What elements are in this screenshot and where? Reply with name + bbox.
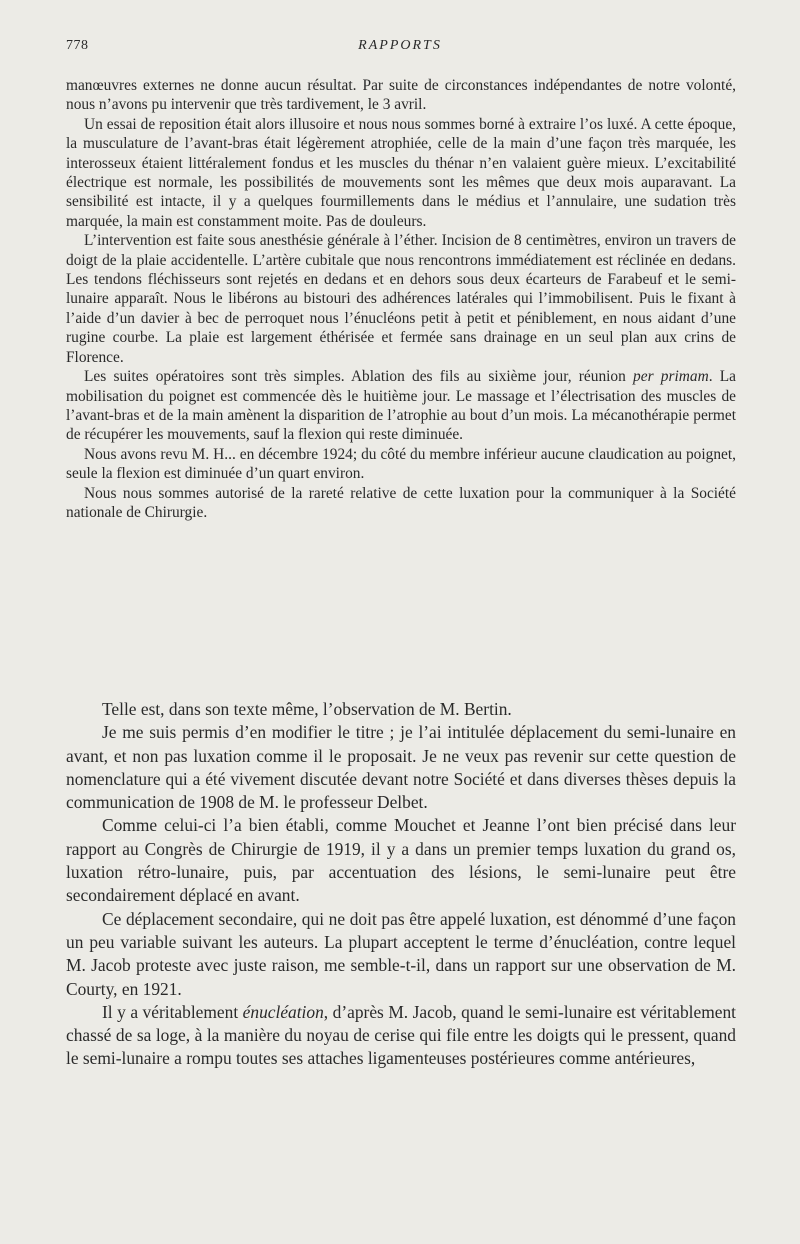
page-number: 778 [66, 38, 89, 53]
observation-paragraph-2: Un essai de reposition était alors illusoire et nous nous sommes borné à extraire l’os luxé. A cette époque, la musculature de l’avant-bras était légèrement atrophiée, celle de la main d’une façon très marquée, les interosseux étaient littéralement fondus et les muscles du thénar n’en valaient guère mieux. L’excitabilité électrique est normale, les possibilités de mouvements sont les mêmes que deux mois auparavant. La sensibilité est intacte, il y a quelques fourmillements dans le médius et l’annulaire, une sudation très marquée, la main est constamment moite. Pas de douleurs. [66, 115, 736, 230]
commentary-paragraph-5 [66, 1001, 736, 1071]
page-header [66, 38, 734, 58]
observation-paragraph-3: L’intervention est faite sous anesthésie générale à l’éther. Incision de 8 centimètres, environ un travers de doigt de la plaie accidentelle. L’artère cubitale que nous rencontrons immédiatement est réclinée en dedans. Les tendons fléchisseurs sont rejetés en dedans et en dehors sous deux écarteurs de Farabeuf et le semi-lunaire apparaît. Nous le libérons au bistouri des adhérences latérales qui l’immobilisent. Puis le fixant à l’aide d’un davier à bec de perroquet nous l’énucléons petit à petit et péniblement, en nous aidant d’une rugine courbe. La plaie est largement éthérisée et fermée sans drainage en un seul plan aux crins de Florence. [66, 232, 736, 366]
observation-paragraph-1: manœuvres externes ne donne aucun résultat. Par suite de circonstances indépendantes de notre volonté, nous n’avons pu intervenir que très tardivement, le 3 avril. [66, 77, 736, 114]
observation-text-block [66, 76, 736, 522]
commentary-text-block [66, 698, 736, 1071]
observation-paragraph-4-text-b: . La mobilisation du poignet est commencée dès le huitième jour. Le massage et l’électrisation des muscles de l’avant-bras et de la main amènent la disparition de l’atrophie au bout d’un mois. La mécanothérapie permet de récupérer les mouvements, sauf la flexion qui reste diminuée. [66, 368, 736, 444]
italic-term: énucléation [242, 1001, 324, 1022]
observation-paragraph-4-text-a: Les suites opératoires sont très simples. Ablation des fils au sixième jour, réunion [84, 368, 634, 386]
commentary-paragraph-4: Ce déplacement secondaire, qui ne doit pas être appelé luxation, est dénommé d’une façon un peu variable suivant les auteurs. La plupart acceptent le terme d’énucléation, contre lequel M. Jacob proteste avec juste raison, me semble-t-il, dans un rapport sur une observation de M. Courty, en 1921. [66, 908, 736, 999]
latin-phrase: per primam [633, 368, 709, 386]
commentary-paragraph-5-text-a: Il y a véritablement [102, 1001, 243, 1022]
observation-paragraph-4 [66, 367, 736, 445]
observation-paragraph-6: Nous nous sommes autorisé de la rareté relative de cette luxation pour la communiquer à la Société nationale de Chirurgie. [66, 484, 736, 521]
observation-paragraph-5: Nous avons revu M. H... en décembre 1924; du côté du membre inférieur aucune claudication au poignet, seule la flexion est diminuée d’un quart environ. [66, 445, 736, 483]
commentary-paragraph-3: Comme celui-ci l’a bien établi, comme Mouchet et Jeanne l’ont bien précisé dans leur rapport au Congrès de Chirurgie de 1919, il y a dans un premier temps luxation du grand os, luxation rétro-lunaire, puis, par accentuation des lésions, le semi-lunaire peut être secondairement déplacé en avant. [66, 815, 736, 906]
commentary-paragraph-2: Je me suis permis d’en modifier le titre ; je l’ai intitulée déplacement du semi-lunaire en avant, et non pas luxation comme il le proposait. Je ne veux pas revenir sur cette question de nomenclature qui a été vivement discutée devant notre Société et dans diverses thèses depuis la communication de 1908 de M. le professeur Delbet. [66, 722, 736, 813]
commentary-paragraph-5-text-b: , d’après M. Jacob, quand le semi-lunaire est véritablement chassé de sa loge, à la manière du noyau de cerise qui file entre les doigts qui le pressent, quand le semi-lunaire a rompu toutes ses attaches ligamenteuses postérieures comme antérieures, [66, 1001, 736, 1069]
running-head: RAPPORTS [358, 38, 442, 53]
commentary-paragraph-1: Telle est, dans son texte même, l’observation de M. Bertin. [102, 699, 512, 719]
